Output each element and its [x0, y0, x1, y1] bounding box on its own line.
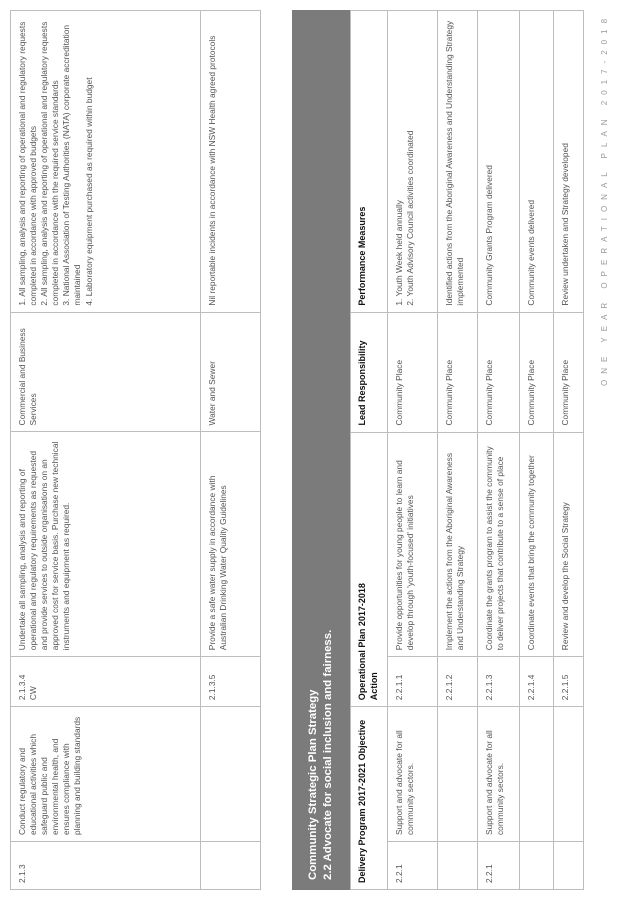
measure-line: Community Grants Program delivered — [483, 165, 494, 306]
performance-measures — [477, 11, 519, 313]
banner-subtitle: 2.2 Advocate for social inclusion and fairness. — [322, 629, 335, 880]
lead-responsibility: Community Place — [519, 312, 553, 432]
header-row — [351, 11, 388, 890]
banner-title: Community Strategic Plan Strategy — [307, 689, 319, 880]
action-code: 2.1.3.4 CW — [11, 657, 201, 707]
action-text: Coordinate the grants program to assist the community to deliver projects that contribute to a sense of place — [477, 432, 519, 657]
measure-line: 2. Youth Advisory Council activities coordinated — [404, 130, 415, 306]
action-text: Implement the actions from the Aboriginal Awareness and Understanding Strategy — [437, 432, 477, 657]
lead-responsibility: Community Place — [437, 312, 477, 432]
action-code: 2.1.3.5 — [201, 657, 261, 707]
header-performance-measures: Performance Measures — [351, 11, 388, 313]
page-footer — [600, 6, 618, 386]
measure-line: Review undertaken and Strategy developed — [559, 143, 570, 306]
performance-measures — [553, 11, 583, 313]
header-lead-responsibility: Lead Responsibility — [351, 312, 388, 432]
lead-responsibility: Community Place — [477, 312, 519, 432]
action-code: 2.2.1.1 — [387, 657, 437, 707]
measure-line: 1. Youth Week held annually — [393, 200, 404, 306]
objective-code — [553, 842, 583, 890]
header-operational-plan-title: Operational Plan 2017-2018 — [357, 583, 367, 701]
measure-line: 1. All sampling, analysis and reporting of operational and regulatory requests completed in accordance with approved budgets — [17, 21, 39, 306]
objective-text: Conduct regulatory and educational activities which safeguard public and environmental health, and ensures compliance with planning and building standards — [11, 707, 201, 842]
table-row — [201, 11, 261, 890]
performance-measures — [387, 11, 437, 313]
measure-line: Community events delivered — [525, 199, 536, 306]
objective-code — [201, 842, 261, 890]
lead-responsibility: Commercial and Business Services — [11, 312, 201, 432]
table-row — [437, 11, 477, 890]
objective-code: 2.2.1 — [477, 842, 519, 890]
action-text: Review and develop the Social Strategy — [553, 432, 583, 657]
action-code: 2.2.1.4 — [519, 657, 553, 707]
strategy-banner — [292, 10, 350, 890]
objective-text: Support and advocate for all community sectors. — [387, 707, 437, 842]
performance-measures — [11, 11, 201, 313]
measure-line: 4. Laboratory equipment purchased as required within budget — [83, 77, 94, 306]
objective-code — [519, 842, 553, 890]
table-row — [553, 11, 583, 890]
objective-text: Support and advocate for all community sectors. — [477, 707, 519, 842]
header-operational-plan — [351, 432, 388, 707]
performance-measures — [437, 11, 477, 313]
top-table — [10, 10, 261, 890]
objective-text — [437, 707, 477, 842]
action-code: 2.2.1.2 — [437, 657, 477, 707]
performance-measures — [519, 11, 553, 313]
bottom-table — [350, 10, 584, 890]
lead-responsibility: Community Place — [387, 312, 437, 432]
lead-responsibility: Water and Sewer — [201, 312, 261, 432]
action-code: 2.2.1.5 — [553, 657, 583, 707]
table-row — [387, 11, 437, 890]
lead-responsibility: Community Place — [553, 312, 583, 432]
action-text: Coordinate events that bring the community together — [519, 432, 553, 657]
action-text: Provide a safe water supply in accordance with Australian Drinking Water Quality Guidelines — [201, 432, 261, 657]
footer-title: ONE YEAR OPERATIONAL PLAN 2017-2018 — [600, 12, 609, 386]
header-delivery-program: Delivery Program 2017-2021 Objective — [351, 707, 388, 890]
performance-measures — [201, 11, 261, 313]
measure-line: 2. All sampling, analysis and reporting of operational and regulatory requests completed in accordance with the required service standards — [39, 21, 61, 306]
header-action: Action — [368, 672, 379, 701]
table-row — [11, 11, 201, 890]
measure-line: 3. National Association of Testing Authorities (NATA) corporate accreditation maintained — [61, 24, 83, 306]
table-row — [519, 11, 553, 890]
action-text: Provide opportunities for young people to learn and develop through 'youth-focused' initiatives — [387, 432, 437, 657]
objective-code: 2.2.1 — [387, 842, 437, 890]
measure-line: Nil reportable incidents in accordance with NSW Health agreed protocols — [207, 35, 217, 306]
objective-text — [553, 707, 583, 842]
objective-text — [519, 707, 553, 842]
objective-code — [437, 842, 477, 890]
action-text: Undertake all sampling, analysis and reporting of operational and regulatory requirements as requested and provide services to outside organisations on an approved cost for service basis. Purchase new technical instruments and equipment as required. — [11, 432, 201, 657]
measure-line: Identified actions from the Aboriginal Awareness and Understanding Strategy implemented — [443, 20, 465, 306]
objective-text — [201, 707, 261, 842]
objective-code: 2.1.3 — [11, 842, 201, 890]
action-code: 2.2.1.3 — [477, 657, 519, 707]
table-row — [477, 11, 519, 890]
